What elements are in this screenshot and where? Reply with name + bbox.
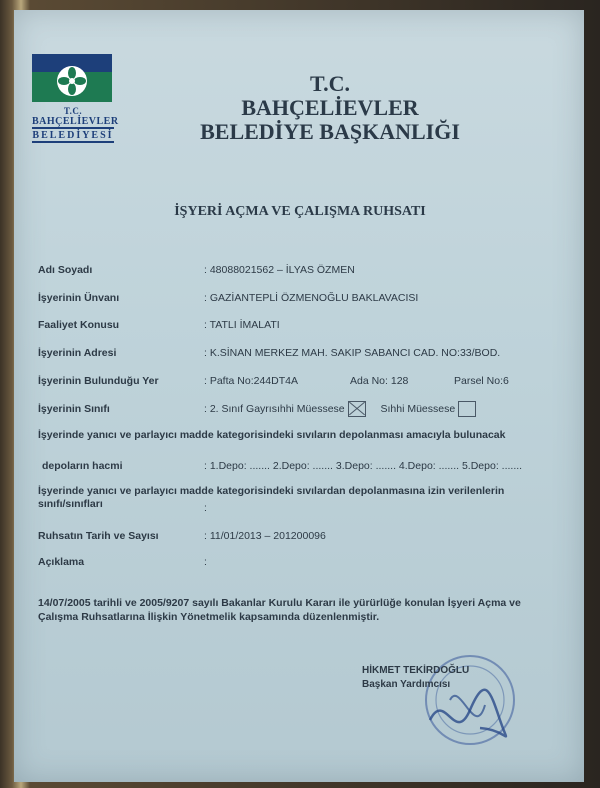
location-label: İşyerinin Bulunduğu Yer (38, 375, 159, 387)
remarks-label: Açıklama (38, 556, 85, 568)
permitted-class-value: : (204, 502, 207, 514)
class-label: İşyerinin Sınıfı (38, 403, 110, 415)
header-office: BELEDİYE BAŞKANLIĞI (200, 119, 460, 144)
business-title-value: : GAZİANTEPLİ ÖZMENOĞLU BAKLAVACISI (204, 292, 419, 304)
name-value: : 48088021562 – İLYAS ÖZMEN (204, 264, 355, 276)
class-sihhi-checkbox[interactable] (458, 401, 476, 417)
header-municipality: BAHÇELİEVLER (241, 95, 419, 120)
address-label: İşyerinin Adresi (38, 347, 117, 359)
ada-value: Ada No: 128 (350, 375, 409, 387)
class-option-2-label: : 2. Sınıf Gayrısıhhi Müessese (204, 402, 345, 415)
logo-tc: T.C. (63, 106, 83, 116)
municipality-logo (32, 54, 119, 154)
regulation-note: 14/07/2005 tarihli ve 2005/9207 sayılı Bakanlar Kurulu Kararı ile yürürlüğe konulan İşyeri Açma ve Çalışma Ruhsatlarına İlişkin Yönetmelik kapsamında düzenlenmiştir. (38, 597, 521, 623)
license-date-label: Ruhsatın Tarih ve Sayısı (38, 530, 159, 542)
permitted-paragraph: İşyerinde yanıcı ve parlayıcı madde kategorisindeki sıvılardan depolanmasına izin verilenlerin (38, 485, 505, 497)
flower-emblem-icon (56, 65, 88, 97)
class-options (204, 401, 476, 417)
depot-volume-value: : 1.Depo: ....... 2.Depo: ....... 3.Depo: ....... 4.Depo: ....... 5.Depo: ....... (204, 460, 523, 472)
signatory-name: HİKMET TEKİRDOĞLU (362, 665, 470, 676)
document-title: İŞYERİ AÇMA VE ÇALIŞMA RUHSATI (174, 204, 426, 219)
parsel-value: Parsel No:6 (454, 375, 509, 387)
permitted-class-label: sınıfı/sınıfları (38, 498, 103, 510)
pafta-value: : Pafta No:244DT4A (204, 375, 298, 387)
name-label: Adı Soyadı (38, 264, 93, 276)
depot-volume-label: depoların hacmi (42, 460, 123, 472)
activity-value: : TATLI İMALATI (204, 319, 280, 331)
signatory-title: Başkan Yardımcısı (362, 679, 451, 690)
logo-line1: BAHÇELİEVLER (32, 116, 119, 127)
remarks-value: : (204, 556, 207, 568)
depot-paragraph: İşyerinde yanıcı ve parlayıcı madde kategorisindeki sıvıların depolanması amacıyla bulunacak (38, 429, 506, 441)
business-title-label: İşyerinin Ünvanı (38, 292, 120, 304)
logo-line2: BELEDİYESİ (32, 130, 114, 141)
signatory (362, 664, 469, 692)
class-2-checkbox[interactable] (348, 401, 366, 417)
activity-label: Faaliyet Konusu (38, 319, 120, 331)
class-sihhi-label: Sıhhi Müessese (380, 402, 456, 415)
document-header (180, 72, 480, 144)
license-date-value: : 11/01/2013 – 201200096 (204, 530, 326, 542)
address-value: : K.SİNAN MERKEZ MAH. SAKIP SABANCI CAD. NO:33/BOD. (204, 347, 501, 359)
header-tc: T.C. (310, 71, 350, 96)
